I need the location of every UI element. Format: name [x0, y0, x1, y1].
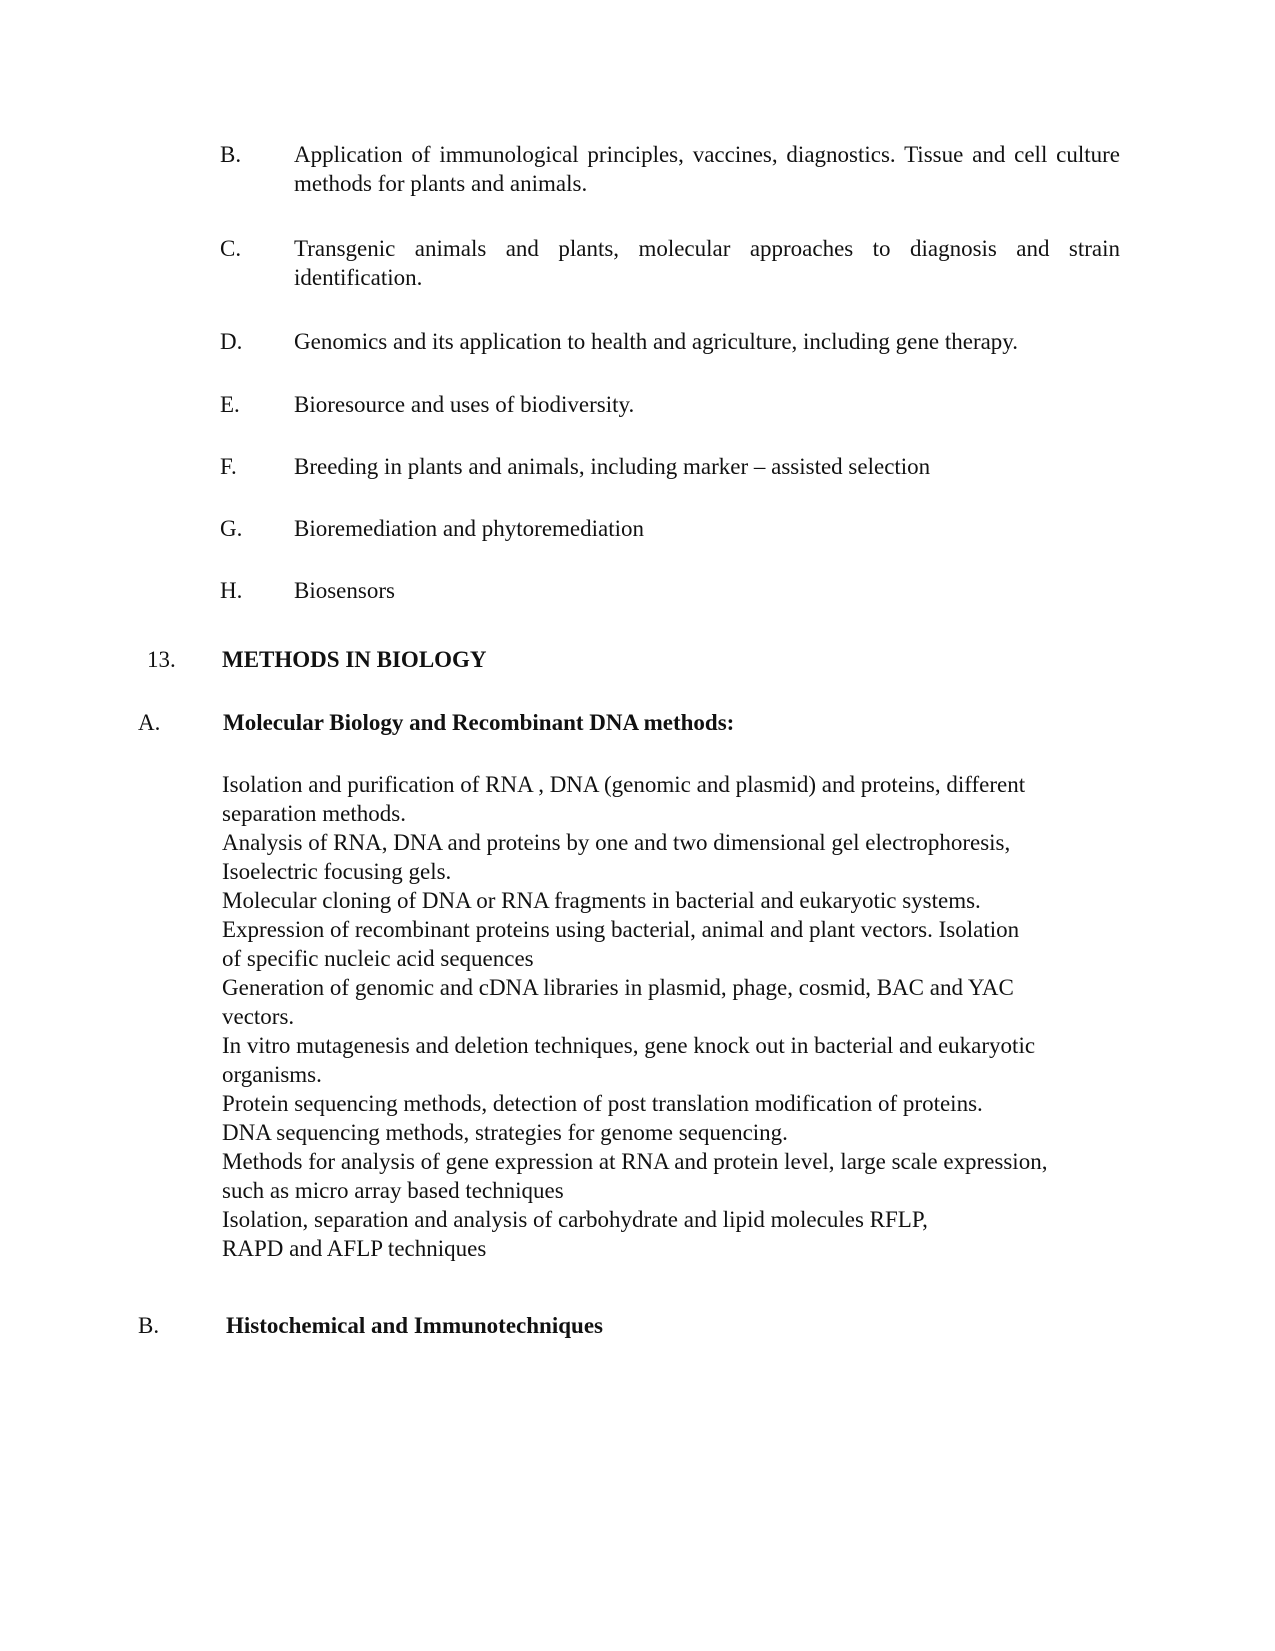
list-item-letter: H. [220, 578, 243, 603]
list-item-text: Bioremediation and phytoremediation [294, 516, 645, 541]
body-line: vectors. [222, 1004, 295, 1029]
body-line: Isoelectric focusing gels. [222, 859, 452, 884]
body-line: RAPD and AFLP techniques [222, 1236, 487, 1261]
list-item-letter: G. [220, 516, 243, 541]
list-item-letter: B. [220, 142, 242, 167]
list-item-text: Breeding in plants and animals, including marker – assisted selection [294, 454, 931, 479]
subsection-body [222, 770, 1120, 1263]
list-item-text: Bioresource and uses of biodiversity. [294, 392, 635, 417]
section-title: METHODS IN BIOLOGY [222, 647, 487, 672]
list-item-letter: D. [220, 329, 243, 354]
list-item-letter: F. [220, 454, 237, 479]
body-line: Analysis of RNA, DNA and proteins by one and two dimensional gel electrophoresis, [222, 830, 1011, 855]
body-line: Methods for analysis of gene expression at RNA and protein level, large scale expression, [222, 1149, 1048, 1174]
body-line: Molecular cloning of DNA or RNA fragments in bacterial and eukaryotic systems. [222, 888, 981, 913]
body-line: such as micro array based techniques [222, 1178, 564, 1203]
body-line: organisms. [222, 1062, 322, 1087]
section-number: 13. [147, 647, 176, 672]
body-line: Protein sequencing methods, detection of post translation modification of proteins. [222, 1091, 983, 1116]
body-line: separation methods. [222, 801, 406, 826]
body-line: In vitro mutagenesis and deletion techniques, gene knock out in bacterial and eukaryotic [222, 1033, 1036, 1058]
subsection-title: Molecular Biology and Recombinant DNA methods: [223, 710, 735, 735]
list-item-text: Transgenic animals and plants, molecular approaches to diagnosis and strain identification. [294, 236, 1120, 290]
body-line: of specific nucleic acid sequences [222, 946, 534, 971]
list-item-letter: C. [220, 236, 242, 261]
list-item-text: Application of immunological principles, vaccines, diagnostics. Tissue and cell culture methods for plants and animals. [294, 142, 1120, 196]
body-line: Generation of genomic and cDNA libraries in plasmid, phage, cosmid, BAC and YAC [222, 975, 1014, 1000]
list-item-text: Biosensors [294, 578, 395, 603]
body-line: Expression of recombinant proteins using bacterial, animal and plant vectors. Isolation [222, 917, 1020, 942]
list-item-text: Genomics and its application to health and agriculture, including gene therapy. [294, 329, 1019, 354]
subsection-title: Histochemical and Immunotechniques [226, 1313, 603, 1338]
list-item-letter: E. [220, 392, 240, 417]
body-line: Isolation, separation and analysis of carbohydrate and lipid molecules RFLP, [222, 1207, 928, 1232]
body-line: DNA sequencing methods, strategies for genome sequencing. [222, 1120, 788, 1145]
subsection-letter: B. [138, 1313, 160, 1338]
body-line: Isolation and purification of RNA , DNA (genomic and plasmid) and proteins, different [222, 772, 1026, 797]
subsection-letter: A. [138, 710, 161, 735]
